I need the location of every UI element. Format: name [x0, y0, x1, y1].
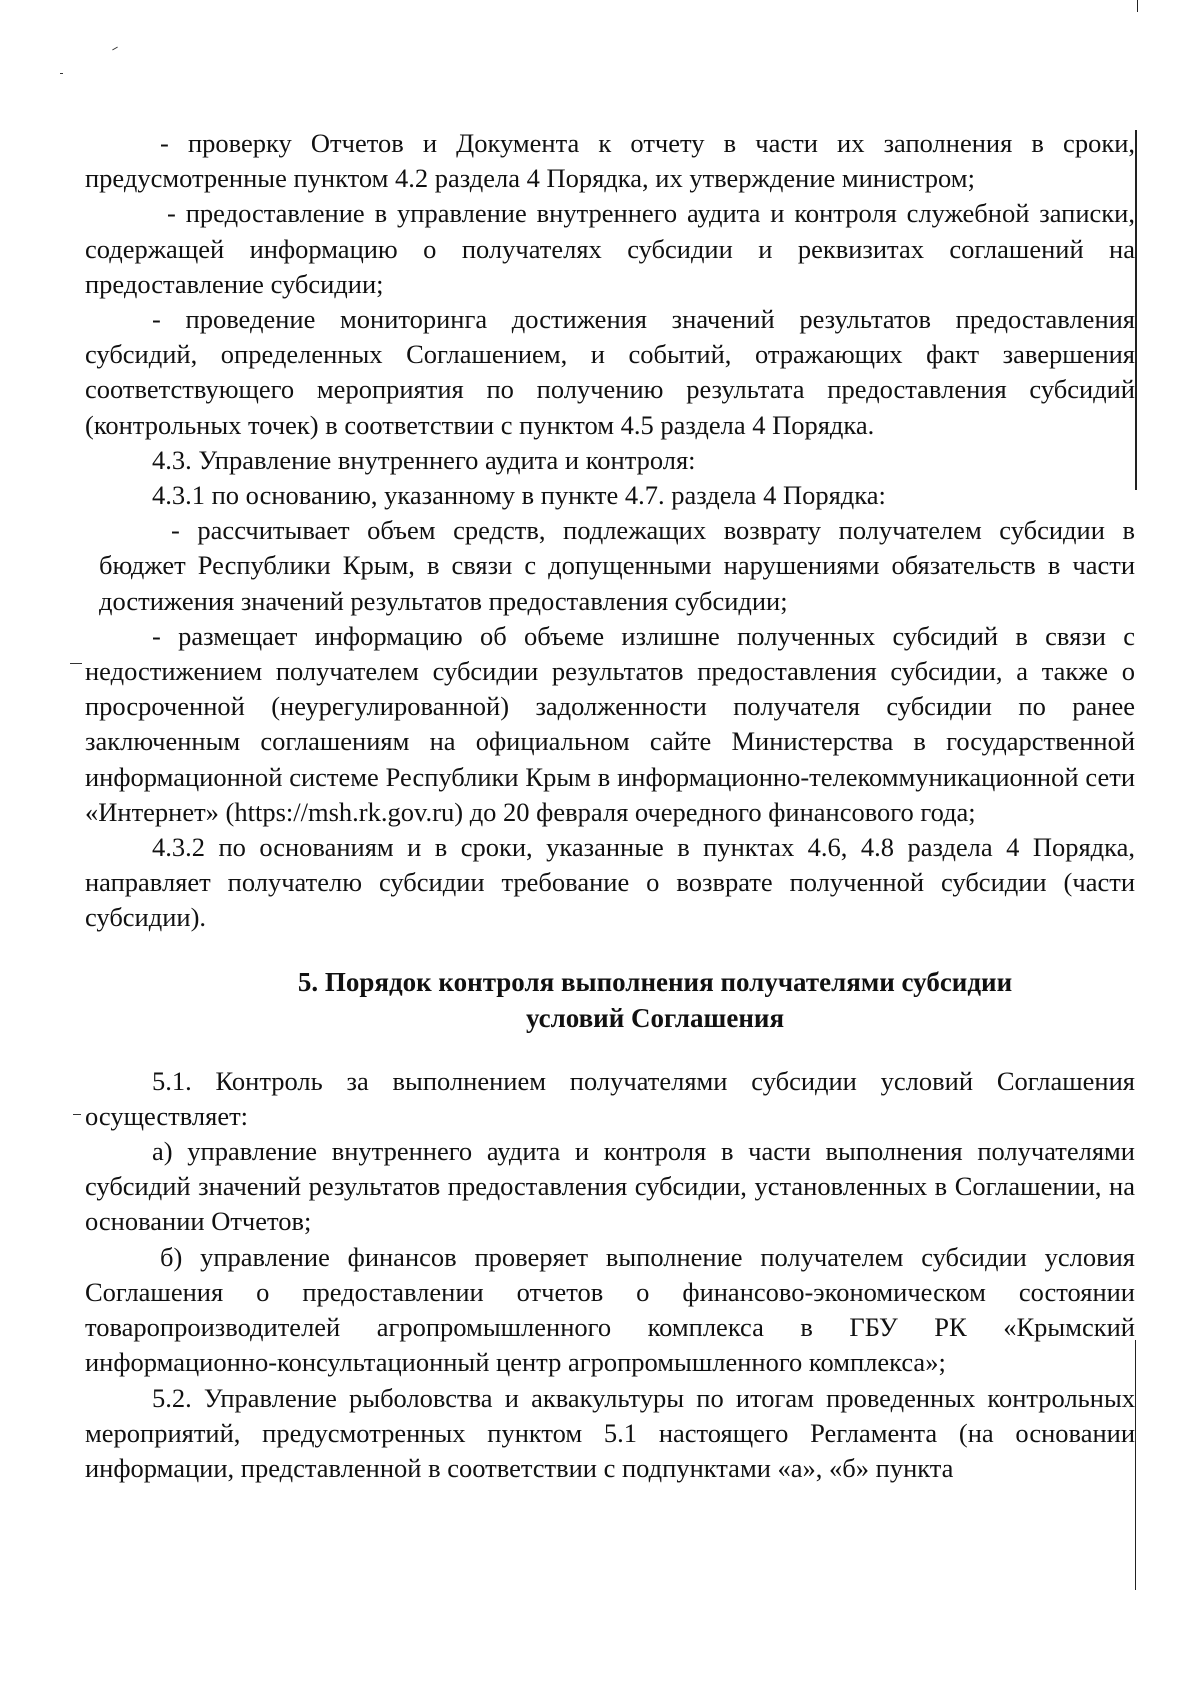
scan-margin-line	[1135, 1340, 1136, 1590]
paragraph-5-1-b: б) управление финансов проверяет выполнение получателем субсидии условия Соглашения о предоставлении отчетов о финансово-экономическом состоянии товаропроизводителей агропромышленного комплекса в ГБУ РК «Крымский информационно-консультационный центр агропромышленного комплекса»;	[85, 1241, 1135, 1378]
scan-margin-line	[1135, 130, 1137, 490]
scan-stray-mark	[70, 663, 82, 664]
scan-stray-mark	[73, 1114, 81, 1115]
document-body	[85, 126, 1135, 1486]
paragraph-calculates-refund: - рассчитывает объем средств, подлежащих возврату получателем субсидии в бюджет Республики Крым, в связи с допущенными нарушениями обязательств в части достижения значений результатов предоставления субсидии;	[99, 515, 1135, 616]
paragraph-monitoring: - проведение мониторинга достижения значений результатов предоставления субсидий, определенных Соглашением, и событий, отражающих факт завершения соответствующего мероприятия по получению результата предоставления субсидий (контрольных точек) в соответствии с пунктом 4.5 раздела 4 Порядка.	[85, 304, 1135, 440]
paragraph-4-3: 4.3. Управление внутреннего аудита и контроля:	[152, 444, 696, 475]
paragraph-4-3-1: 4.3.1 по основанию, указанному в пункте 4.7. раздела 4 Порядка:	[152, 480, 886, 511]
paragraph-5-1-a: а) управление внутреннего аудита и контроля в части выполнения получателями субсидий значений результатов предоставления субсидии, установленных в Соглашении, на основании Отчетов;	[85, 1136, 1135, 1237]
scan-top-mark	[1137, 0, 1138, 12]
paragraph-memo-submission: - предоставление в управление внутреннего аудита и контроля служебной записки, содержащей информацию о получателях субсидии и реквизитах соглашений на предоставление субсидии;	[85, 198, 1135, 299]
paragraph-5-1: 5.1. Контроль за выполнением получателями субсидии условий Соглашения осуществляет:	[85, 1065, 1135, 1131]
scan-stray-mark	[60, 73, 63, 74]
section-heading-line1: 5. Порядок контроля выполнения получателями субсидии	[297, 966, 1013, 997]
scan-stray-mark	[112, 47, 118, 51]
section-heading-line2: условий Соглашения	[525, 1002, 785, 1033]
paragraph-publishes-info: - размещает информацию об объеме излишне полученных субсидий в связи с недостижением получателем субсидии результатов предоставления субсидии, а также о просроченной (неурегулированной) задолженности получателя субсидии по ранее заключенным соглашениям на официальном сайте Министерства в государственной информационной системе Республики Крым в информационно-телекоммуникационной сети «Интернет» (https://msh.rk.gov.ru) до 20 февраля очередного финансового года;	[85, 620, 1135, 827]
paragraph-4-3-2: 4.3.2 по основаниям и в сроки, указанные в пунктах 4.6, 4.8 раздела 4 Порядка, направляет получателю субсидии требование о возврате полученной субсидии (части субсидии).	[85, 832, 1135, 933]
paragraph-5-2: 5.2. Управление рыболовства и аквакультуры по итогам проведенных контрольных мероприятий, предусмотренных пунктом 5.1 настоящего Регламента (на основании информации, представленной в соответствии с подпунктами «а», «б» пункта	[85, 1382, 1135, 1483]
paragraph-report-check: - проверку Отчетов и Документа к отчету в части их заполнения в сроки, предусмотренные пунктом 4.2 раздела 4 Порядка, их утверждение министром;	[85, 128, 1135, 194]
section-5-heading	[85, 964, 1135, 1036]
